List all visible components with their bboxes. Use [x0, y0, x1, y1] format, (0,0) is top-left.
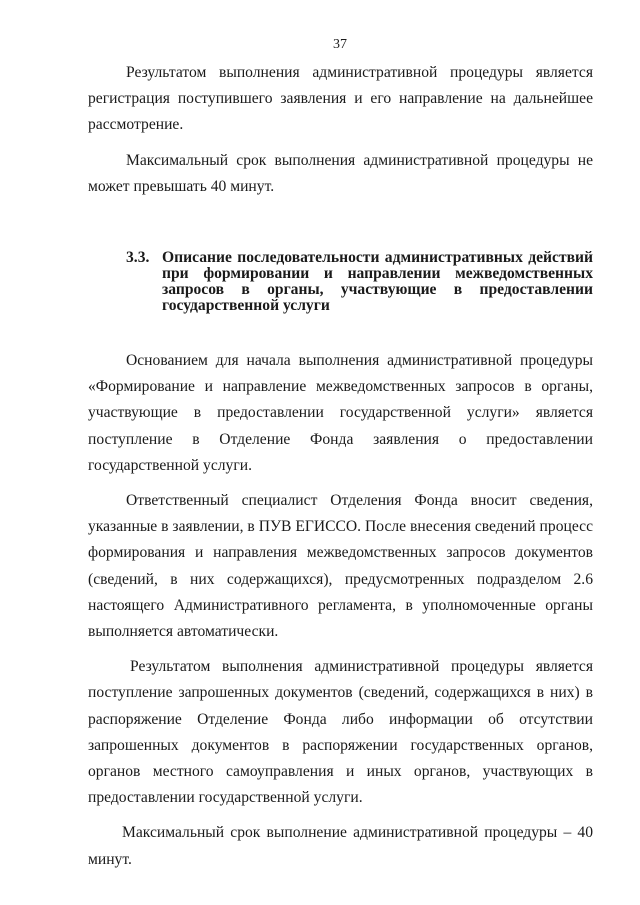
paragraph-result-requests: Результатом выполнения административной процедуры является поступление запрошенных документов (сведений, содержащихся в них) в распоряжение Отделение Фонда либо информации об отсутствии запрошенных документов в распоряжении государственных органов, органов местного самоуправления и иных органов, участвующих в предоставлении государственной услуги. — [88, 658, 593, 807]
section-title: Описание последовательности административных действий при формировании и направлении межведомственных запросов в органы, участвующие в предоставлении государственной услуги — [162, 249, 593, 315]
paragraph-max-time-registration: Максимальный срок выполнения административной процедуры не может превышать 40 минут. — [88, 151, 593, 195]
paragraph-max-time-requests: Максимальный срок выполнение административной процедуры – 40 минут. — [88, 824, 593, 868]
section-heading — [88, 250, 593, 314]
paragraph-basis: Основанием для начала выполнения административной процедуры «Формирование и направление межведомственных запросов в органы, участвующие в предоставлении государственной услуги» является поступление в Отделение Фонда заявления о предоставлении государственной услуги. — [88, 352, 593, 474]
document-body — [88, 60, 593, 873]
paragraph-result-registration: Результатом выполнения административной процедуры является регистрация поступившего заявления и его направление на дальнейшее рассмотрение. — [88, 64, 593, 134]
section-number: 3.3. — [126, 249, 150, 267]
paragraph-responsible-specialist: Ответственный специалист Отделения Фонда вносит сведения, указанные в заявлении, в ПУВ ЕГИССО. После внесения сведений процесс формирования и направления межведомственных запросов документов (сведений, в них содержащихся), предусмотренных подразделом 2.6 настоящего Административного регламента, в уполномоченные органы выполняется автоматически. — [88, 492, 593, 641]
page-number: 37 — [333, 37, 347, 52]
